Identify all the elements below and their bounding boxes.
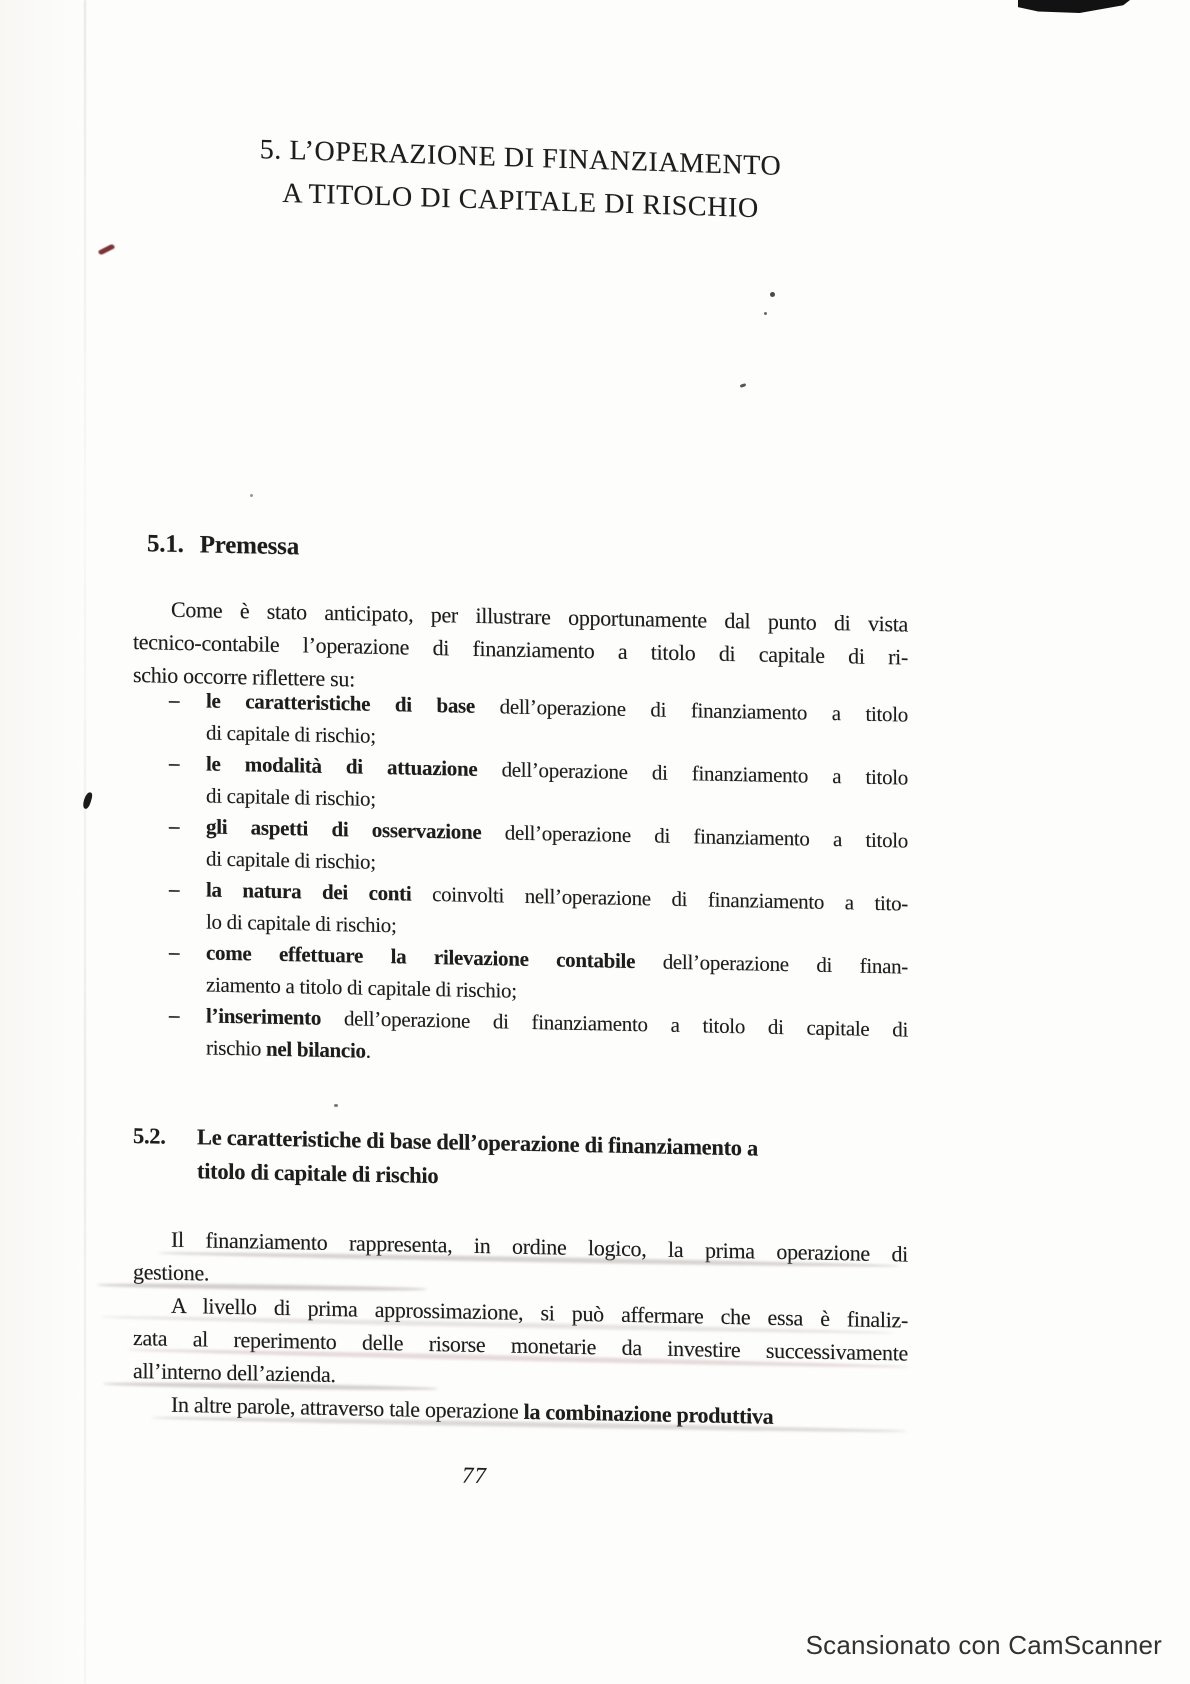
dash-bullet: – [169,939,180,964]
text-line: gli aspetti di osservazione dell’operazione di finanziamento a titolo [206,814,908,853]
list-item [168,1000,908,1078]
section-5-2-heading [133,1118,908,1202]
text-line: le caratteristiche di base dell’operazione di finanziamento a titolo [206,688,908,727]
dash-bullet: – [169,1002,180,1027]
chapter-title-line-2: A TITOLO DI CAPITALE DI RISCHIO [282,177,759,225]
body-paragraphs [133,1222,908,1436]
ink-speck [764,312,767,315]
chapter-title-line-1: 5. L’OPERAZIONE DI FINANZIAMENTO [259,134,782,182]
text-line: gestione. [133,1259,210,1286]
text-line: di capitale di rischio; [206,845,376,874]
dash-bullet: – [169,687,180,712]
scan-corner-shadow [1018,0,1130,13]
chapter-title [133,124,908,235]
text-line: all’interno dell’azienda. [133,1358,336,1388]
ink-speck [250,494,253,497]
dash-bullet: – [169,750,180,775]
dash-bullet-list [168,685,908,1078]
text-line: le modalità di attuazione dell’operazione di finanziamento a titolo [206,751,908,790]
section-heading-lines [197,1119,908,1201]
page-edge-shading [0,0,84,1684]
text-line: Il finanziamento rappresenta, in ordine logico, la prima operazione di [171,1226,908,1267]
text-line: Come è stato anticipato, per illustrare opportunamente dal punto di vista [171,596,908,637]
text-line: di capitale di rischio; [206,719,376,748]
text-line: In altre parole, attraverso tale operazione la combinazione produttiva [171,1391,774,1429]
text-line: A livello di prima approssimazione, si può affermare che essa è finaliz- [171,1292,908,1333]
ink-speck [770,292,775,297]
ink-speck [740,383,747,388]
text-line: schio occorre riflettere su: [133,662,355,692]
section-heading-text: Premessa [199,531,299,561]
text-line: zata al reperimento delle risorse monetarie da investire successivamente [133,1325,908,1366]
text-line: Le caratteristiche di base dell’operazione di finanziamento a [197,1124,758,1161]
text-line: rischio nel bilancio. [206,1034,371,1063]
section-number: 5.2. [133,1123,166,1149]
text-line: lo di capitale di rischio; [206,908,397,937]
section-5-1-heading [147,527,299,563]
text-line: titolo di capitale di rischio [197,1158,439,1189]
section-number: 5.1. [147,530,184,559]
camscanner-watermark: Scansionato con CamScanner [805,1630,1162,1660]
page-crease-line [84,0,86,1684]
text-line: l’inserimento dell’operazione di finanziamento a titolo di capitale di [206,1003,908,1042]
dash-bullet: – [169,813,180,838]
red-pen-mark [98,243,115,255]
page-number: 77 [462,1462,487,1489]
page-content [133,0,908,1489]
text-line: come effettuare la rilevazione contabile dell’operazione di finan- [206,940,908,979]
text-line: di capitale di rischio; [206,782,376,811]
list-item-text [206,1000,908,1077]
dash-bullet: – [169,876,180,901]
text-line: tecnico-contabile l’operazione di finanziamento a titolo di capitale di ri- [133,629,908,670]
text-line: ziamento a titolo di capitale di rischio; [206,971,517,1003]
ink-speck [334,1104,338,1107]
text-line: la natura dei conti coinvolti nell’operazione di finanziamento a tito- [206,877,908,916]
